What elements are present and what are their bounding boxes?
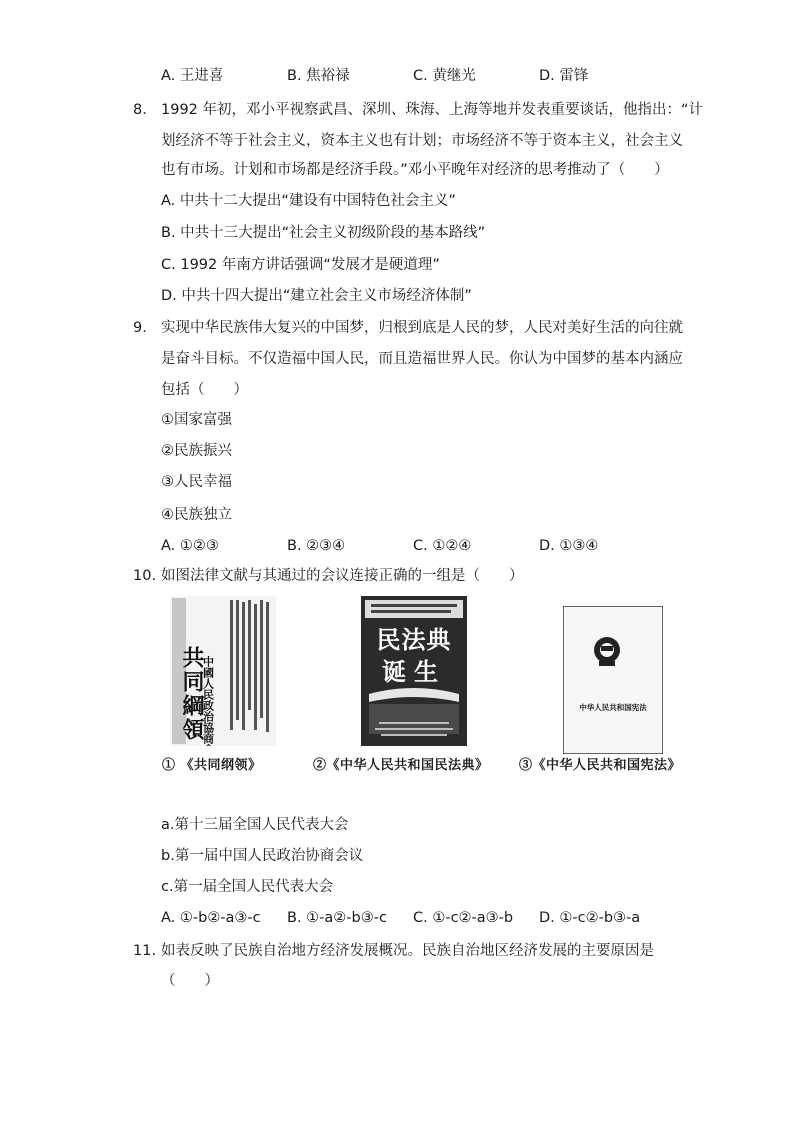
q10-option-d: D. ①-c②-b③-a — [539, 910, 641, 926]
q7-option-a: A. 王进喜 — [161, 68, 224, 84]
caption-civil-code: ②《中华人民共和国民法典》 — [313, 758, 489, 773]
constitution-image — [563, 606, 663, 754]
q9-option-d: D. ①③④ — [539, 538, 599, 554]
q10-item-a: a.第十三届全国人民代表大会 — [161, 817, 349, 833]
common-program-svg — [170, 596, 276, 746]
q11-number: 11. — [133, 943, 157, 959]
caption-common-program: ① 《共同纲领》 — [162, 758, 262, 773]
caption-constitution: ③《中华人民共和国宪法》 — [519, 758, 682, 773]
q8-option-a: A. 中共十二大提出“建设有中国特色社会主义” — [161, 193, 456, 209]
common-program-header: 中國人民政治協商會議 — [201, 656, 215, 746]
q9-stem-line-3: 包括（ ） — [161, 382, 248, 398]
civil-code-title: 民法典 — [376, 625, 452, 654]
q9-option-b: B. ②③④ — [287, 538, 346, 554]
q10-option-c: C. ①-c②-a③-b — [413, 910, 514, 926]
civil-code-subtitle: 诞生 — [382, 657, 446, 686]
q8-option-c: C. 1992 年南方讲话强调“发展才是硬道理” — [161, 257, 440, 273]
q9-item-4: ④民族独立 — [161, 507, 232, 523]
constitution-title: 中华人民共和国宪法 — [579, 703, 647, 712]
q9-stem-line-1: 实现中华民族伟大复兴的中国梦，归根到底是人民的梦，人民对美好生活的向往就 — [161, 320, 683, 336]
q7-option-d: D. 雷锋 — [539, 68, 589, 84]
q8-number: 8. — [133, 102, 147, 118]
q11-stem: 如表反映了民族自治地方经济发展概况。民族自治地区经济发展的主要原因是 — [161, 943, 654, 959]
q7-option-c: C. 黄继光 — [413, 68, 476, 84]
q9-number: 9. — [133, 320, 147, 336]
common-program-title: 共同綱領 — [179, 646, 205, 742]
constitution-svg — [563, 606, 663, 754]
q8-stem-line-3: 也有市场。计划和市场都是经济手段。”邓小平晚年对经济的思考推动了（ ） — [161, 162, 669, 178]
q10-item-b: b.第一届中国人民政治协商会议 — [161, 848, 364, 864]
q10-option-a: A. ①-b②-a③-c — [161, 910, 261, 926]
q9-option-a: A. ①②③ — [161, 538, 219, 554]
q8-stem-line-1: 1992 年初，邓小平视察武昌、深圳、珠海、上海等地并发表重要谈话，他指出：“计 — [161, 102, 704, 118]
q10-number: 10. — [133, 568, 157, 584]
q10-item-c: c.第一届全国人民代表大会 — [161, 879, 334, 895]
q9-item-3: ③人民幸福 — [161, 474, 232, 490]
q8-option-b: B. 中共十三大提出“社会主义初级阶段的基本路线” — [161, 225, 486, 241]
q8-stem-line-2: 划经济不等于社会主义，资本主义也有计划；市场经济不等于资本主义，社会主义 — [161, 133, 683, 149]
q9-item-1: ①国家富强 — [161, 412, 232, 428]
q7-option-b: B. 焦裕禄 — [287, 68, 350, 84]
q8-option-d: D. 中共十四大提出“建立社会主义市场经济体制” — [161, 288, 472, 304]
q11-answer-paren: （ ） — [161, 973, 219, 989]
civil-code-image — [361, 596, 467, 746]
q9-item-2: ②民族振兴 — [161, 443, 232, 459]
common-program-image — [170, 596, 276, 746]
q10-stem: 如图法律文献与其通过的会议连接正确的一组是（ ） — [161, 568, 524, 584]
civil-code-svg — [361, 596, 467, 746]
q9-stem-line-2: 是奋斗目标。不仅造福中国人民，而且造福世界人民。你认为中国梦的基本内涵应 — [161, 351, 683, 367]
q10-option-b: B. ①-a②-b③-c — [287, 910, 387, 926]
q9-option-c: C. ①②④ — [413, 538, 472, 554]
